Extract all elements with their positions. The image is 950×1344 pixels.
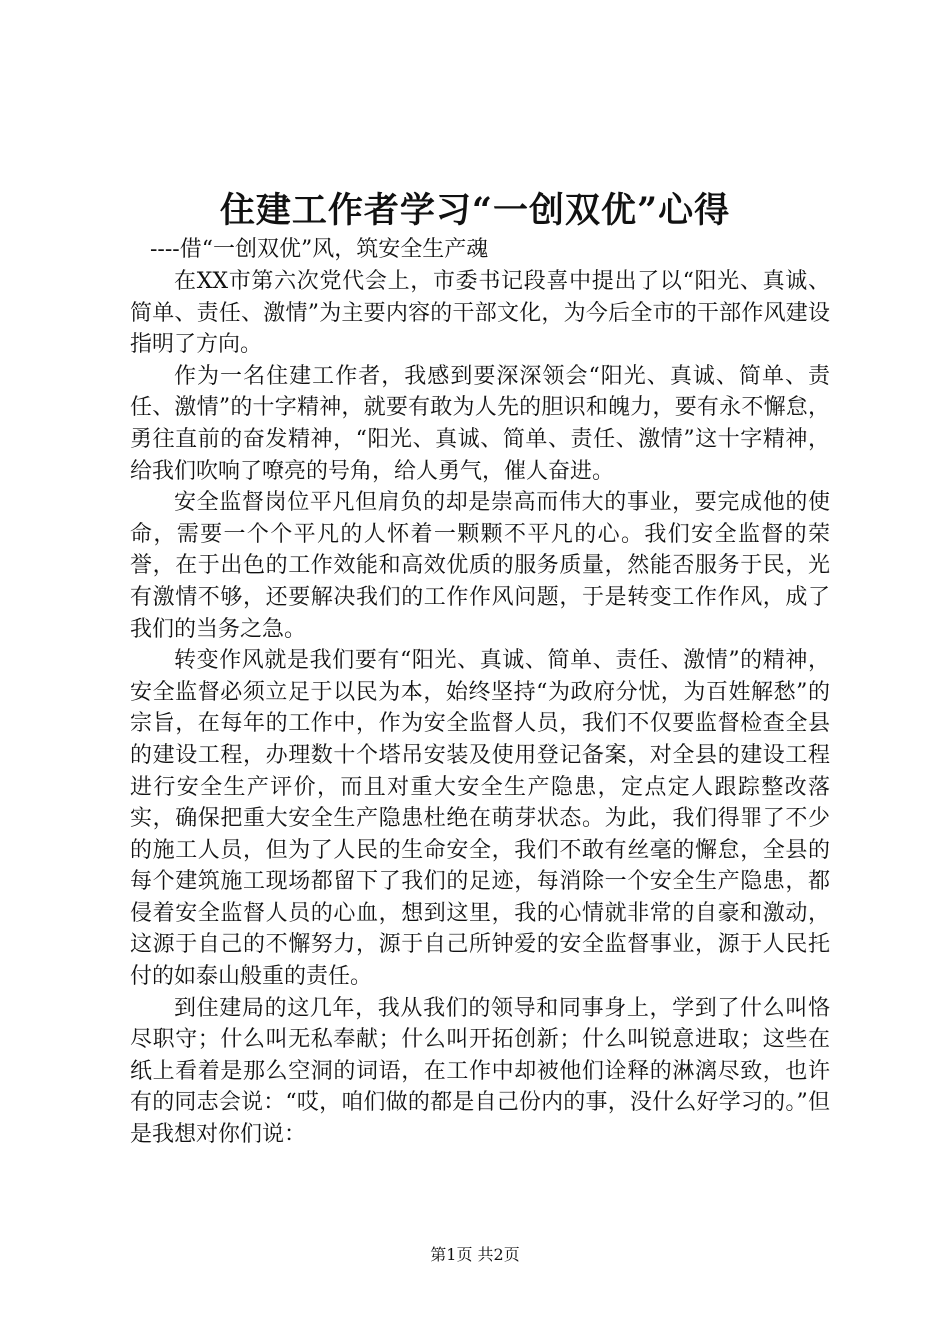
paragraph: 在XX市第六次党代会上，市委书记段喜中提出了以“阳光、真诚、简单、责任、激情”为主要内容的干部文化，为今后全市的干部作风建设指明了方向。 <box>130 269 830 358</box>
document-body <box>130 266 830 1151</box>
paragraph: 作为一名住建工作者，我感到要深深领会“阳光、真诚、简单、责任、激情”的十字精神，就要有敢为人先的胆识和魄力，要有永不懈怠，勇往直前的奋发精神，“阳光、真诚、简单、责任、激情”这十字精神，给我们吹响了嘹亮的号角，给人勇气，催人奋进。 <box>130 363 830 484</box>
document-title: 住建工作者学习“一创双优”心得 <box>219 190 731 231</box>
page-number-footer: 第1页 共2页 <box>430 1245 520 1264</box>
paragraph: 安全监督岗位平凡但肩负的却是崇高而伟大的事业，要完成他的使命，需要一个个平凡的人怀着一颗颗不平凡的心。我们安全监督的荣誉，在于出色的工作效能和高效优质的服务质量，然能否服务于民，光有激情不够，还要解决我们的工作作风问题，于是转变工作作风，成了我们的当务之急。 <box>130 490 830 642</box>
document-subtitle: ----借“一创双优”风，筑安全生产魂 <box>150 237 489 262</box>
paragraph: 到住建局的这几年，我从我们的领导和同事身上，学到了什么叫恪尽职守；什么叫无私奉献；什么叫开拓创新；什么叫锐意进取；这些在纸上看着是那么空洞的词语，在工作中却被他们诠释的淋漓尽致，也许有的同志会说：“哎，咱们做的都是自己份内的事，没什么好学习的。”但是我想对你们说： <box>130 995 830 1148</box>
paragraph: 转变作风就是我们要有“阳光、真诚、简单、责任、激情”的精神，安全监督必须立足于以民为本，始终坚持“为政府分忧，为百姓解愁”的宗旨，在每年的工作中，作为安全监督人员，我们不仅要监督检查全县的建设工程，办理数十个塔吊安装及使用登记备案，对全县的建设工程进行安全生产评价，而且对重大安全生产隐患，定点定人跟踪整改落实，确保把重大安全生产隐患杜绝在萌芽状态。为此，我们得罪了不少的施工人员，但为了人民的生命安全，我们不敢有丝毫的懈怠，全县的每个建筑施工现场都留下了我们的足迹，每消除一个安全生产隐患，都侵着安全监督人员的心血，想到这里，我的心情就非常的自豪和激动，这源于自己的不懈努力，源于自己所钟爱的安全监督事业，源于人民托付的如泰山般重的责任。 <box>130 648 830 990</box>
